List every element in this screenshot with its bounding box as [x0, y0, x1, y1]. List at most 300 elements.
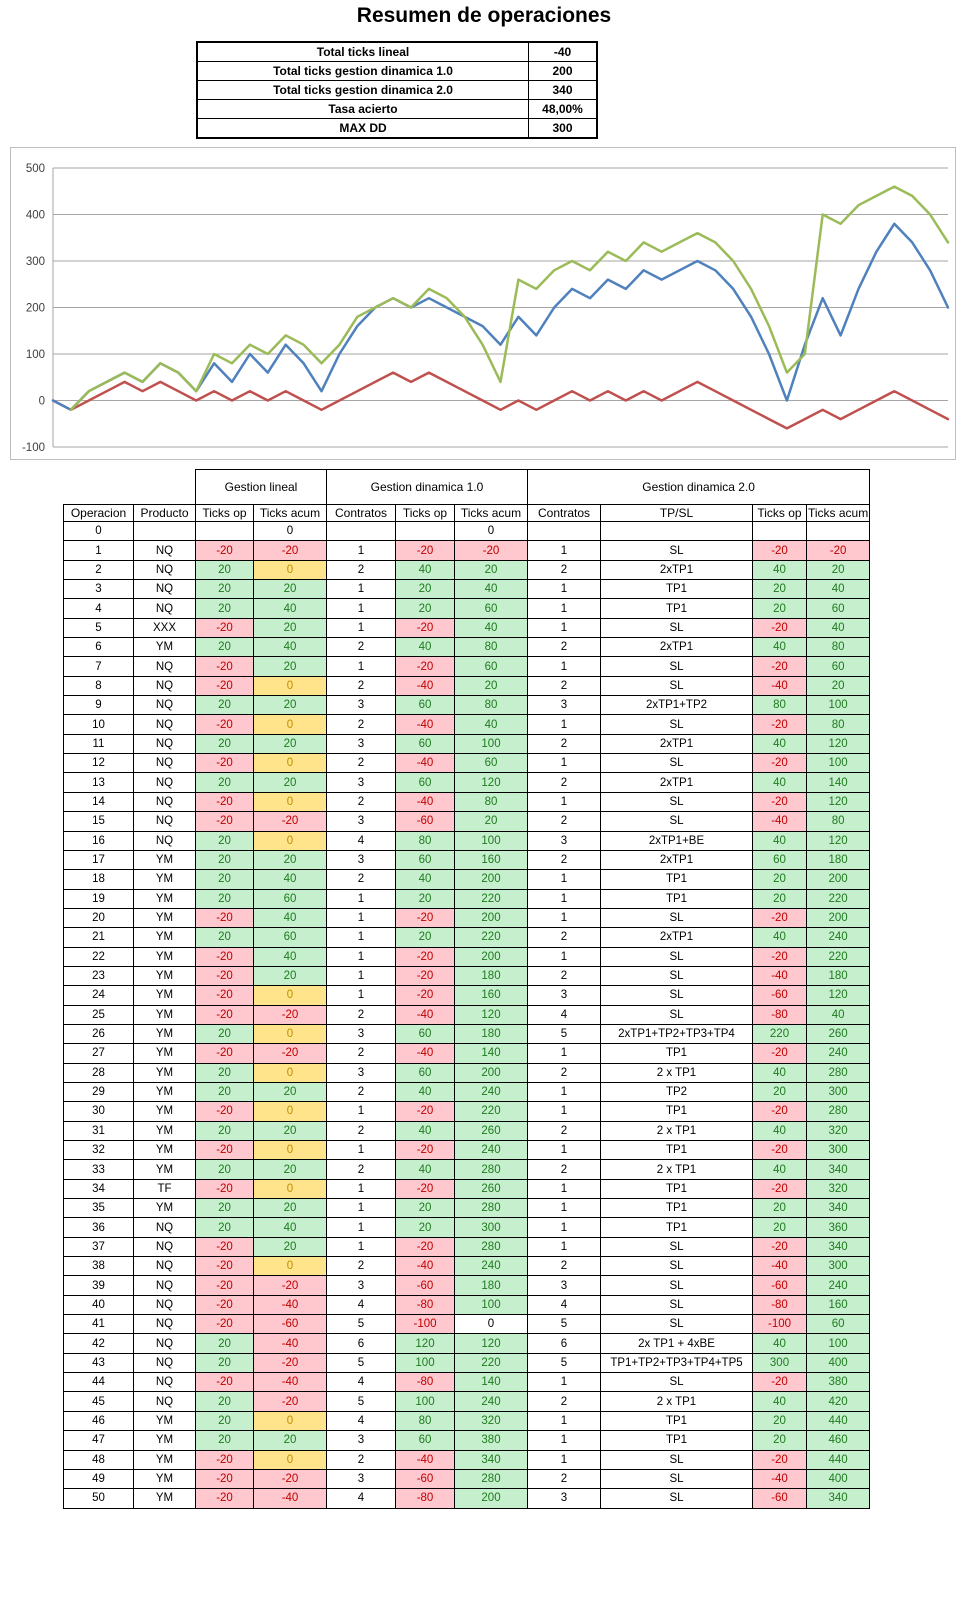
cell-lineal-ticks-acum: -20: [254, 1353, 327, 1372]
summary-value: 48,00%: [529, 100, 598, 119]
summary-label: Total ticks lineal: [197, 42, 529, 62]
cell-operacion: 18: [64, 870, 134, 889]
cell-din1-contratos: [327, 522, 396, 541]
table-row: [64, 1218, 870, 1237]
cell-din2-tpsl: TP2: [601, 1082, 753, 1101]
table-row: [64, 696, 870, 715]
table-row: [64, 541, 870, 560]
cell-din2-contratos: 1: [528, 1082, 601, 1101]
table-row: [64, 1469, 870, 1488]
cell-din1-ticks-acum: 200: [455, 870, 528, 889]
cell-din2-ticks-acum: 100: [807, 754, 870, 773]
cell-operacion: 26: [64, 1024, 134, 1043]
cell-din2-ticks-acum: 320: [807, 1121, 870, 1140]
cell-din2-tpsl: TP1: [601, 580, 753, 599]
cell-din1-contratos: 2: [327, 1005, 396, 1024]
table-row: [64, 599, 870, 618]
cell-din2-ticks-acum: 180: [807, 850, 870, 869]
cell-din1-contratos: 1: [327, 1218, 396, 1237]
cell-din1-ticks-op: -60: [396, 1469, 455, 1488]
cell-producto: YM: [134, 947, 196, 966]
cell-din2-contratos: 2: [528, 928, 601, 947]
cell-lineal-ticks-op: 20: [196, 1199, 254, 1218]
cell-producto: NQ: [134, 812, 196, 831]
cell-din1-ticks-acum: 240: [455, 1141, 528, 1160]
cell-lineal-ticks-acum: 40: [254, 638, 327, 657]
cell-lineal-ticks-acum: 0: [254, 754, 327, 773]
summary-value: -40: [529, 42, 598, 62]
table-row: [64, 870, 870, 889]
cell-din2-contratos: 2: [528, 1257, 601, 1276]
cell-din2-tpsl: 2xTP1: [601, 773, 753, 792]
cell-din2-ticks-acum: 60: [807, 657, 870, 676]
cell-lineal-ticks-op: 20: [196, 850, 254, 869]
cell-operacion: 20: [64, 908, 134, 927]
cell-din2-ticks-acum: 60: [807, 1315, 870, 1334]
cell-producto: NQ: [134, 599, 196, 618]
cell-producto: NQ: [134, 1353, 196, 1372]
cell-din1-contratos: 2: [327, 754, 396, 773]
cell-din1-ticks-op: 40: [396, 1160, 455, 1179]
cell-lineal-ticks-acum: -20: [254, 541, 327, 560]
cell-din2-tpsl: SL: [601, 541, 753, 560]
cell-lineal-ticks-op: 20: [196, 1121, 254, 1140]
cell-din2-contratos: 2: [528, 966, 601, 985]
ops-column-header: Ticks acum: [808, 506, 869, 520]
cell-lineal-ticks-op: -20: [196, 541, 254, 560]
summary-value: 200: [529, 62, 598, 81]
cell-operacion: 32: [64, 1141, 134, 1160]
summary-label: Total ticks gestion dinamica 1.0: [197, 62, 529, 81]
cell-din1-ticks-op: -80: [396, 1489, 455, 1508]
cell-operacion: 25: [64, 1005, 134, 1024]
cell-din1-ticks-op: -20: [396, 986, 455, 1005]
y-axis-tick-label: 0: [38, 395, 45, 408]
cell-din1-contratos: 4: [327, 1411, 396, 1430]
table-row: [64, 1450, 870, 1469]
cell-lineal-ticks-acum: -40: [254, 1489, 327, 1508]
cell-producto: NQ: [134, 1276, 196, 1295]
cell-operacion: 21: [64, 928, 134, 947]
cell-lineal-ticks-acum: 40: [254, 870, 327, 889]
cell-din2-tpsl: [601, 522, 753, 541]
cell-din1-ticks-op: 120: [396, 1334, 455, 1353]
cell-lineal-ticks-op: 20: [196, 1218, 254, 1237]
cell-operacion: 6: [64, 638, 134, 657]
cell-din2-tpsl: 2xTP1: [601, 850, 753, 869]
cell-din2-ticks-acum: 400: [807, 1469, 870, 1488]
cell-din2-ticks-acum: 100: [807, 696, 870, 715]
cell-din2-tpsl: SL: [601, 754, 753, 773]
cell-din1-ticks-op: -80: [396, 1373, 455, 1392]
cell-din2-tpsl: TP1: [601, 1411, 753, 1430]
cell-din2-contratos: 1: [528, 1102, 601, 1121]
cell-lineal-ticks-acum: -40: [254, 1295, 327, 1314]
cell-producto: YM: [134, 928, 196, 947]
cell-operacion: 39: [64, 1276, 134, 1295]
cell-operacion: 17: [64, 850, 134, 869]
cell-din2-ticks-op: [753, 522, 807, 541]
cell-din1-ticks-op: 60: [396, 696, 455, 715]
cell-lineal-ticks-acum: 0: [254, 1257, 327, 1276]
cell-din2-tpsl: 2xTP1+BE: [601, 831, 753, 850]
cell-din1-ticks-acum: 20: [455, 812, 528, 831]
cell-din2-ticks-acum: -20: [807, 541, 870, 560]
cell-din1-ticks-op: -20: [396, 657, 455, 676]
table-row: [64, 1005, 870, 1024]
cell-din2-ticks-op: -20: [753, 947, 807, 966]
cell-din1-contratos: 3: [327, 1063, 396, 1082]
cell-din1-contratos: 5: [327, 1392, 396, 1411]
cell-din1-contratos: 1: [327, 986, 396, 1005]
cell-lineal-ticks-acum: 60: [254, 928, 327, 947]
cell-din2-ticks-op: 20: [753, 1411, 807, 1430]
cell-lineal-ticks-acum: 0: [254, 986, 327, 1005]
cell-lineal-ticks-acum: 0: [254, 1063, 327, 1082]
cell-din1-contratos: 2: [327, 1450, 396, 1469]
cell-din1-ticks-op: 20: [396, 928, 455, 947]
table-row: [64, 1044, 870, 1063]
summary-row: [197, 119, 597, 139]
y-axis-tick-label: 500: [25, 163, 45, 175]
cell-din1-contratos: 2: [327, 676, 396, 695]
cell-lineal-ticks-acum: 20: [254, 773, 327, 792]
cell-din1-ticks-op: -40: [396, 1005, 455, 1024]
cell-din2-ticks-op: -40: [753, 1469, 807, 1488]
cell-din1-contratos: 1: [327, 657, 396, 676]
cell-din2-ticks-acum: [807, 522, 870, 541]
cell-din2-ticks-acum: 120: [807, 831, 870, 850]
ops-column-header: Ticks acum: [254, 505, 327, 522]
cell-din2-contratos: 2: [528, 812, 601, 831]
cell-lineal-ticks-acum: -20: [254, 1469, 327, 1488]
cell-din2-contratos: [528, 522, 601, 541]
cell-producto: YM: [134, 1005, 196, 1024]
cell-lineal-ticks-op: 20: [196, 1392, 254, 1411]
cell-din2-contratos: 1: [528, 541, 601, 560]
cell-din1-ticks-acum: 180: [455, 1024, 528, 1043]
ops-column-header: Ticks acum: [455, 505, 528, 522]
cell-din1-ticks-acum: 260: [455, 1121, 528, 1140]
cell-din2-ticks-op: 40: [753, 773, 807, 792]
cell-din1-ticks-acum: 280: [455, 1237, 528, 1256]
cell-producto: YM: [134, 966, 196, 985]
cell-lineal-ticks-acum: 20: [254, 657, 327, 676]
cell-lineal-ticks-acum: 20: [254, 1199, 327, 1218]
cell-din1-contratos: 2: [327, 1121, 396, 1140]
cell-din2-ticks-acum: 240: [807, 928, 870, 947]
cell-din1-contratos: 3: [327, 850, 396, 869]
cell-din2-ticks-acum: 220: [807, 947, 870, 966]
cell-producto: YM: [134, 870, 196, 889]
cell-lineal-ticks-op: 20: [196, 599, 254, 618]
cell-operacion: 4: [64, 599, 134, 618]
cell-din2-tpsl: SL: [601, 908, 753, 927]
cell-producto: NQ: [134, 1295, 196, 1314]
cell-din2-ticks-op: -40: [753, 1257, 807, 1276]
cell-din1-contratos: 3: [327, 1024, 396, 1043]
cell-operacion: 50: [64, 1489, 134, 1508]
cell-din1-ticks-acum: 60: [455, 754, 528, 773]
cell-din2-contratos: 1: [528, 618, 601, 637]
cell-lineal-ticks-op: 20: [196, 889, 254, 908]
cell-din2-tpsl: SL: [601, 966, 753, 985]
cell-lineal-ticks-op: -20: [196, 715, 254, 734]
cell-din2-tpsl: SL: [601, 1295, 753, 1314]
cell-producto: YM: [134, 1082, 196, 1101]
cell-din2-tpsl: SL: [601, 1450, 753, 1469]
cell-operacion: 1: [64, 541, 134, 560]
table-row: [64, 560, 870, 579]
cell-din2-contratos: 1: [528, 1411, 601, 1430]
cell-din2-contratos: 4: [528, 1005, 601, 1024]
cell-din1-ticks-acum: 120: [455, 773, 528, 792]
table-row: [64, 754, 870, 773]
cell-din1-contratos: 1: [327, 908, 396, 927]
cell-lineal-ticks-op: -20: [196, 1141, 254, 1160]
cell-din1-contratos: 1: [327, 1102, 396, 1121]
table-row: [64, 928, 870, 947]
cell-din2-contratos: 2: [528, 676, 601, 695]
cell-lineal-ticks-acum: 0: [254, 560, 327, 579]
cell-din1-ticks-op: 40: [396, 638, 455, 657]
table-row: [64, 773, 870, 792]
cell-lineal-ticks-op: -20: [196, 1450, 254, 1469]
cell-lineal-ticks-acum: -20: [254, 1392, 327, 1411]
cell-din1-ticks-acum: 60: [455, 599, 528, 618]
cell-din1-contratos: 1: [327, 889, 396, 908]
cell-din1-contratos: 2: [327, 1160, 396, 1179]
cell-producto: YM: [134, 1044, 196, 1063]
cell-din2-ticks-op: 40: [753, 638, 807, 657]
cell-din1-ticks-op: 60: [396, 1063, 455, 1082]
cell-din2-contratos: 1: [528, 580, 601, 599]
ops-group-header: Gestion dinamica 2.0: [528, 470, 870, 505]
cell-din2-contratos: 1: [528, 754, 601, 773]
cell-din2-ticks-op: 80: [753, 696, 807, 715]
table-row: [64, 966, 870, 985]
cell-din2-ticks-op: -20: [753, 1237, 807, 1256]
cell-din2-ticks-op: -20: [753, 1141, 807, 1160]
ops-body: [64, 522, 870, 1509]
y-axis-tick-label: 200: [25, 302, 45, 315]
cell-lineal-ticks-op: -20: [196, 754, 254, 773]
cell-din1-ticks-op: 40: [396, 1121, 455, 1140]
cell-din1-ticks-acum: 220: [455, 1102, 528, 1121]
cell-din1-ticks-acum: 300: [455, 1218, 528, 1237]
table-row: [64, 1431, 870, 1450]
cell-din2-contratos: 1: [528, 1373, 601, 1392]
cell-lineal-ticks-op: -20: [196, 1044, 254, 1063]
cell-din1-contratos: 1: [327, 1237, 396, 1256]
cell-din1-ticks-op: -40: [396, 676, 455, 695]
cell-operacion: 38: [64, 1257, 134, 1276]
summary-row: [197, 100, 597, 119]
cell-operacion: 36: [64, 1218, 134, 1237]
cell-din2-ticks-acum: 20: [807, 676, 870, 695]
cell-din2-tpsl: 2xTP1+TP2+TP3+TP4: [601, 1024, 753, 1043]
cell-din2-ticks-acum: 320: [807, 1179, 870, 1198]
cell-producto: NQ: [134, 773, 196, 792]
cell-operacion: 46: [64, 1411, 134, 1430]
cell-din1-contratos: 4: [327, 1373, 396, 1392]
cell-producto: NQ: [134, 754, 196, 773]
cell-producto: YM: [134, 908, 196, 927]
cell-din2-tpsl: SL: [601, 792, 753, 811]
cell-din1-ticks-op: -20: [396, 947, 455, 966]
table-row: [64, 657, 870, 676]
cell-lineal-ticks-op: -20: [196, 986, 254, 1005]
cell-din2-ticks-op: 40: [753, 1334, 807, 1353]
cell-din2-ticks-op: -20: [753, 1450, 807, 1469]
cell-lineal-ticks-acum: 0: [254, 1024, 327, 1043]
cell-din1-ticks-acum: 140: [455, 1044, 528, 1063]
cell-lineal-ticks-op: -20: [196, 1237, 254, 1256]
cell-producto: YM: [134, 1024, 196, 1043]
summary-label: Tasa acierto: [197, 100, 529, 119]
cell-din2-contratos: 2: [528, 1160, 601, 1179]
operations-table: [63, 469, 870, 1509]
cell-operacion: 8: [64, 676, 134, 695]
cell-din2-ticks-op: -20: [753, 715, 807, 734]
cell-din2-ticks-op: 20: [753, 1218, 807, 1237]
cell-din2-tpsl: 2xTP1: [601, 734, 753, 753]
table-row: [64, 1295, 870, 1314]
cell-operacion: 14: [64, 792, 134, 811]
cell-producto: YM: [134, 1411, 196, 1430]
cell-producto: NQ: [134, 580, 196, 599]
cell-din2-ticks-acum: 180: [807, 966, 870, 985]
y-axis-tick-label: 400: [25, 209, 45, 222]
ops-column-header: Ticks op: [396, 505, 455, 522]
cell-operacion: 9: [64, 696, 134, 715]
table-row: [64, 1141, 870, 1160]
cell-operacion: 12: [64, 754, 134, 773]
cell-din1-contratos: 2: [327, 792, 396, 811]
cell-din2-ticks-op: 40: [753, 560, 807, 579]
cell-din2-contratos: 2: [528, 638, 601, 657]
cell-lineal-ticks-acum: 20: [254, 1160, 327, 1179]
table-row: [64, 1121, 870, 1140]
cell-din1-contratos: 1: [327, 618, 396, 637]
table-row: [64, 1160, 870, 1179]
table-row: [64, 618, 870, 637]
cell-operacion: 45: [64, 1392, 134, 1411]
cell-din1-contratos: 4: [327, 1489, 396, 1508]
table-row: [64, 1315, 870, 1334]
cell-din2-ticks-acum: 80: [807, 638, 870, 657]
cell-operacion: 42: [64, 1334, 134, 1353]
cell-din2-tpsl: SL: [601, 715, 753, 734]
cell-operacion: 11: [64, 734, 134, 753]
cell-din2-ticks-acum: 220: [807, 889, 870, 908]
y-axis-tick-label: 100: [25, 349, 45, 361]
cell-lineal-ticks-acum: 0: [254, 1179, 327, 1198]
cell-din2-contratos: 2: [528, 1063, 601, 1082]
cell-operacion: 49: [64, 1469, 134, 1488]
cell-din2-ticks-op: 20: [753, 599, 807, 618]
table-row: [64, 1489, 870, 1508]
cell-din1-contratos: 3: [327, 773, 396, 792]
cell-producto: YM: [134, 1199, 196, 1218]
cell-lineal-ticks-acum: 20: [254, 618, 327, 637]
cell-din1-ticks-acum: 200: [455, 908, 528, 927]
cell-producto: YM: [134, 1063, 196, 1082]
cell-din2-contratos: 1: [528, 1179, 601, 1198]
cell-din2-ticks-acum: 280: [807, 1102, 870, 1121]
cell-operacion: 24: [64, 986, 134, 1005]
table-row: [64, 947, 870, 966]
cell-din2-ticks-op: -20: [753, 657, 807, 676]
cell-din1-contratos: 3: [327, 1276, 396, 1295]
table-row: [64, 1276, 870, 1295]
cell-producto: NQ: [134, 1257, 196, 1276]
cell-lineal-ticks-acum: 0: [254, 676, 327, 695]
cell-din2-tpsl: TP1+TP2+TP3+TP4+TP5: [601, 1353, 753, 1372]
cell-lineal-ticks-op: -20: [196, 966, 254, 985]
cell-din2-contratos: 4: [528, 1295, 601, 1314]
cell-din2-contratos: 1: [528, 870, 601, 889]
cell-operacion: 43: [64, 1353, 134, 1372]
cell-lineal-ticks-op: 20: [196, 696, 254, 715]
cell-din2-ticks-acum: 40: [807, 1005, 870, 1024]
cell-din1-contratos: 3: [327, 734, 396, 753]
cell-operacion: 10: [64, 715, 134, 734]
cell-lineal-ticks-acum: -20: [254, 812, 327, 831]
cell-lineal-ticks-acum: 20: [254, 696, 327, 715]
cell-producto: YM: [134, 1102, 196, 1121]
cell-din2-ticks-op: -20: [753, 1179, 807, 1198]
cell-din2-contratos: 5: [528, 1024, 601, 1043]
cell-din2-tpsl: TP1: [601, 599, 753, 618]
cell-din1-ticks-acum: 380: [455, 1431, 528, 1450]
cell-din1-contratos: 3: [327, 1469, 396, 1488]
cell-din2-tpsl: SL: [601, 676, 753, 695]
cell-lineal-ticks-acum: -60: [254, 1315, 327, 1334]
cell-din1-ticks-op: -20: [396, 1237, 455, 1256]
cell-din2-contratos: 3: [528, 1489, 601, 1508]
cell-din2-contratos: 1: [528, 908, 601, 927]
cell-lineal-ticks-acum: 40: [254, 908, 327, 927]
cell-din1-ticks-op: -20: [396, 1102, 455, 1121]
cell-producto: YM: [134, 850, 196, 869]
cell-din2-ticks-op: 40: [753, 1392, 807, 1411]
summary-value: 300: [529, 119, 598, 139]
cell-din1-ticks-op: -100: [396, 1315, 455, 1334]
cell-din1-ticks-op: -20: [396, 1179, 455, 1198]
cell-producto: NQ: [134, 831, 196, 850]
cell-lineal-ticks-acum: -20: [254, 1005, 327, 1024]
cell-lineal-ticks-op: -20: [196, 657, 254, 676]
summary-row: [197, 62, 597, 81]
cell-din2-ticks-op: 20: [753, 1199, 807, 1218]
table-row: [64, 1102, 870, 1121]
table-row: [64, 715, 870, 734]
table-row: [64, 1257, 870, 1276]
cell-din2-ticks-op: 300: [753, 1353, 807, 1372]
cell-din1-ticks-op: 60: [396, 850, 455, 869]
summary-row: [197, 81, 597, 100]
cell-din1-ticks-acum: 220: [455, 928, 528, 947]
cell-lineal-ticks-acum: 20: [254, 734, 327, 753]
cell-din2-contratos: 1: [528, 1199, 601, 1218]
cell-din2-ticks-op: -60: [753, 1489, 807, 1508]
cell-lineal-ticks-acum: 0: [254, 831, 327, 850]
cell-din2-ticks-acum: 340: [807, 1489, 870, 1508]
cell-din2-ticks-op: 40: [753, 1121, 807, 1140]
cell-din1-ticks-op: 80: [396, 1411, 455, 1430]
cell-din2-ticks-acum: 20: [807, 560, 870, 579]
